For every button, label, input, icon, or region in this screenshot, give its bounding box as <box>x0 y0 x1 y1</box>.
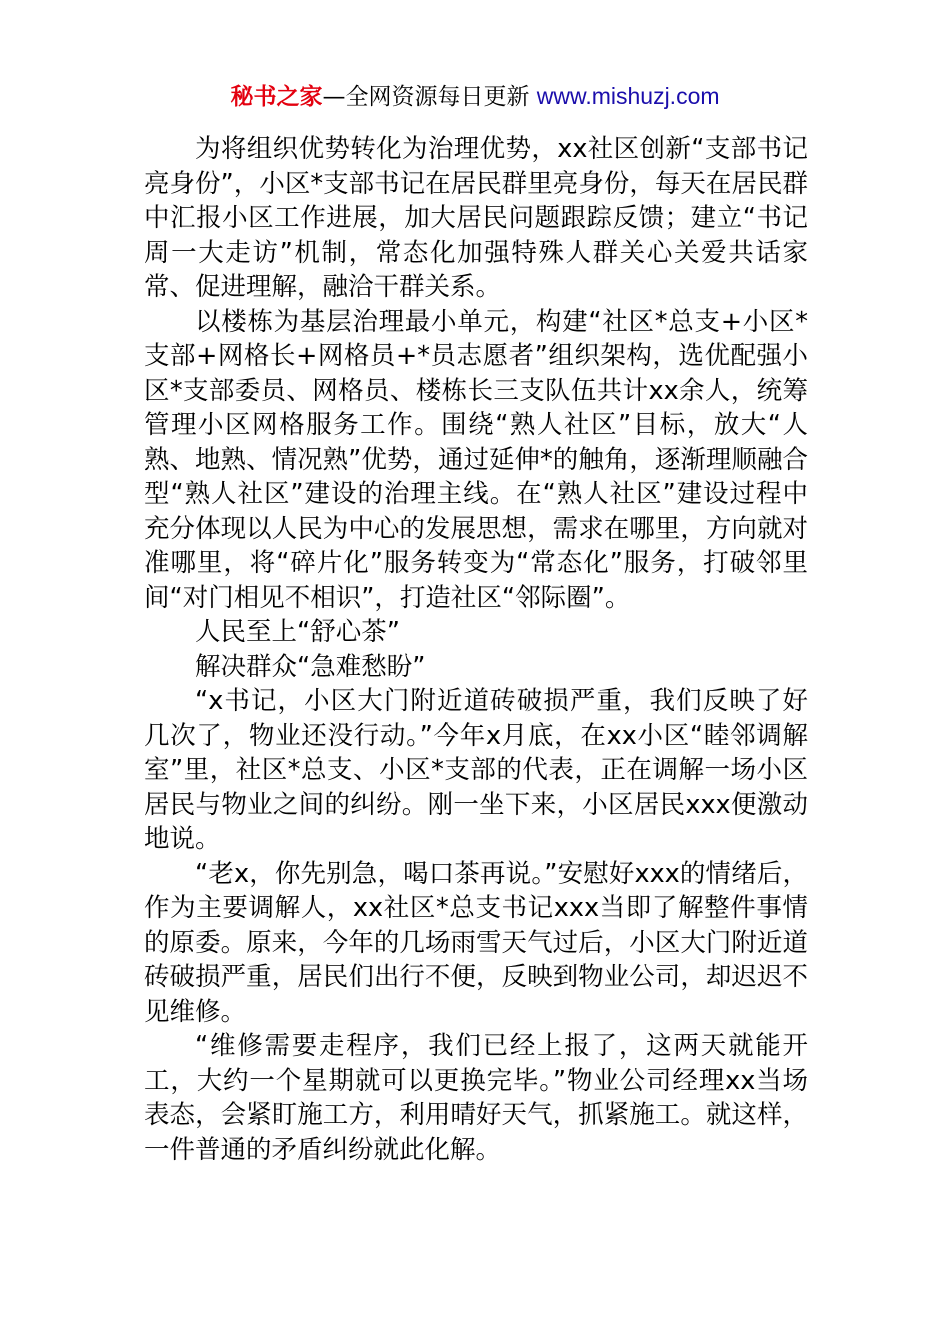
site-header <box>0 80 950 113</box>
section-subheading: 解决群众“急难愁盼” <box>195 651 426 682</box>
site-url-link[interactable]: www.mishuzj.com <box>536 83 720 109</box>
paragraph: “老x，你先别急，喝口茶再说。”安慰好xxx的情绪后，作为主要调解人，xx社区*总支书记xxx当即了解整件事情的原委。原来，今年的几场雨雪天气过后，小区大门附近道砖破损严重，居民们出行不便，反映到物业公司，却迟迟不见维修。 <box>144 858 808 1027</box>
site-name: 秘书之家 <box>230 84 323 110</box>
paragraph: “x书记，小区大门附近道砖破损严重，我们反映了好几次了，物业还没行动。”今年x月底，在xx小区“睦邻调解室”里，社区*总支、小区*支部的代表，正在调解一场小区居民与物业之间的纠纷。刚一坐下来，小区居民xxx便激动地说。 <box>144 686 808 854</box>
section-heading: 人民至上“舒心茶” <box>195 617 400 647</box>
paragraph: 以楼栋为基层治理最小单元，构建“社区*总支+小区*支部+网格长+网格员+*员志愿者”组织架构，选优配强小区*支部委员、网格员、楼栋长三支队伍共计xx余人，统筹管理小区网格服务工作。围绕“熟人社区”目标，放大“人熟、地熟、情况熟”优势，通过延伸*的触角，逐渐理顺融合型“熟人社区”建设的治理主线。在“熟人社区”建设过程中充分体现以人民为中心的发展思想，需求在哪里，方向就对准哪里，将“碎片化”服务转变为“常态化”服务，打破邻里间“对门相见不相识”，打造社区“邻际圈”。 <box>144 306 808 613</box>
paragraph: “维修需要走程序，我们已经上报了，这两天就能开工，大约一个星期就可以更换完毕。”物业公司经理xx当场表态，会紧盯施工方，利用晴好天气，抓紧施工。就这样，一件普通的矛盾纠纷就此化解。 <box>144 1031 808 1165</box>
site-tagline: —全网资源每日更新 <box>322 84 537 110</box>
paragraph: 为将组织优势转化为治理优势，xx社区创新“支部书记亮身份”，小区*支部书记在居民群里亮身份，每天在居民群中汇报小区工作进展，加大居民问题跟踪反馈；建立“书记周一大走访”机制，常态化加强特殊人群关心关爱共话家常、促进理解，融洽干群关系。 <box>144 134 808 302</box>
article-body <box>144 132 808 1167</box>
